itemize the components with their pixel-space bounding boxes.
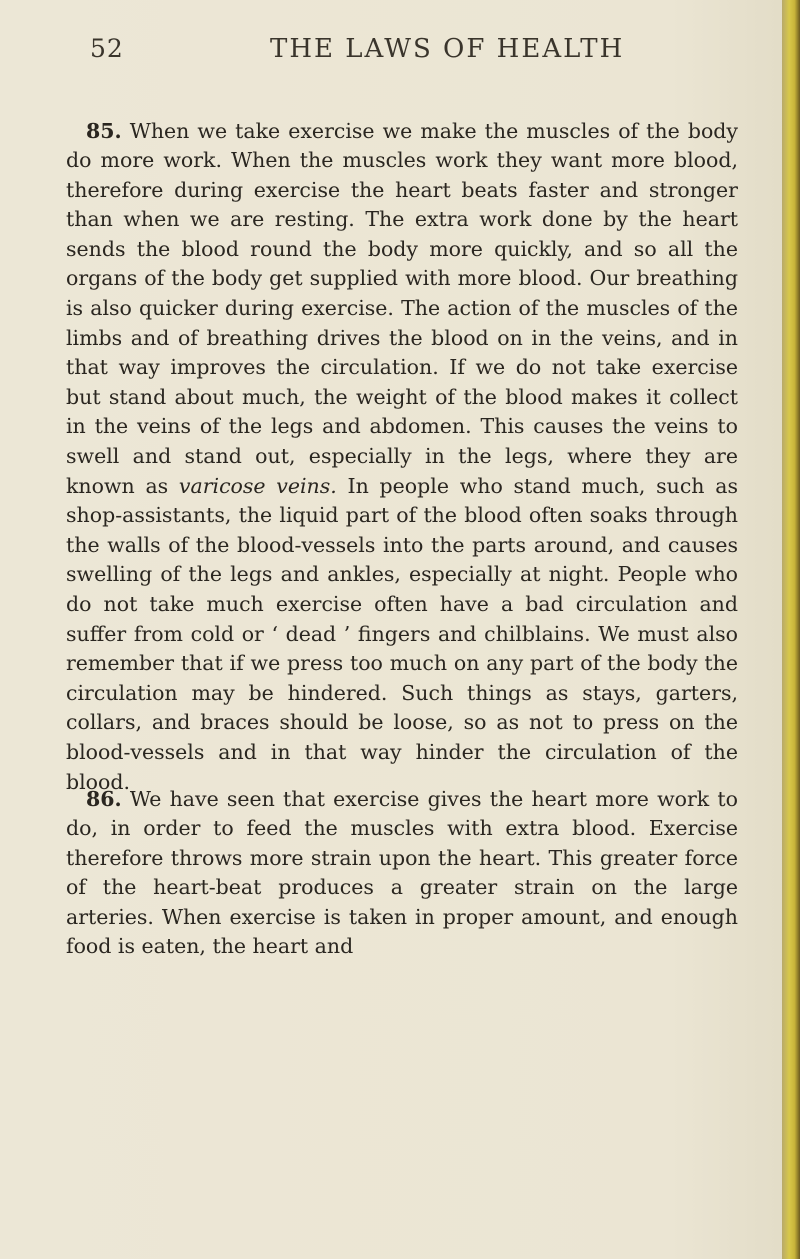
paragraph-85 xyxy=(66,117,738,798)
page-number: 52 xyxy=(90,34,124,63)
book-edge xyxy=(782,0,800,1259)
paragraph-number: 86. xyxy=(86,786,122,811)
italic-term: varicose veins. xyxy=(178,473,337,498)
paragraph-number: 85. xyxy=(86,118,122,143)
paragraph-text: We have seen that exercise gives the heart more work to do, in order to feed the muscles with extra blood. Exercise therefore throws more strain upon the heart. This greater force of the heart-beat produces a greater strain on the large arteries. When exercise is taken in proper amount, and enough food is eaten, the heart and xyxy=(66,786,738,959)
paragraph-86 xyxy=(66,785,738,963)
running-head xyxy=(90,34,740,74)
running-title: THE LAWS OF HEALTH xyxy=(270,34,625,64)
paragraph-text-continued: In people who stand much, such as shop-assistants, the liquid part of the blood often soaks through the walls of the blood-vessels into the parts around, and causes swelling of the legs and ankles, especially at night. People who do not take much exercise often have a bad circulation and suffer from cold or ‘ dead ’ fingers and chilblains. We must also remember that if we press too much on any part of the body the circulation may be hindered. Such things as stays, garters, collars, and braces should be loose, so as not to press on the blood-vessels and in that way hinder the circulation of the blood. xyxy=(66,473,738,794)
paragraph-text: When we take exercise we make the muscles of the body do more work. When the muscles work they want more blood, therefore during exercise the heart beats faster and stronger than when we are resting. The extra work done by the heart sends the blood round the body more quickly, and so all the organs of the body get supplied with more blood. Our breathing is also quicker during exercise. The action of the muscles of the limbs and of breathing drives the blood on in the veins, and in that way improves the circulation. If we do not take exercise but stand about much, the weight of the blood makes it collect in the veins of the legs and abdomen. This causes the veins to swell and stand out, especially in the legs, where they are known as xyxy=(66,118,738,498)
